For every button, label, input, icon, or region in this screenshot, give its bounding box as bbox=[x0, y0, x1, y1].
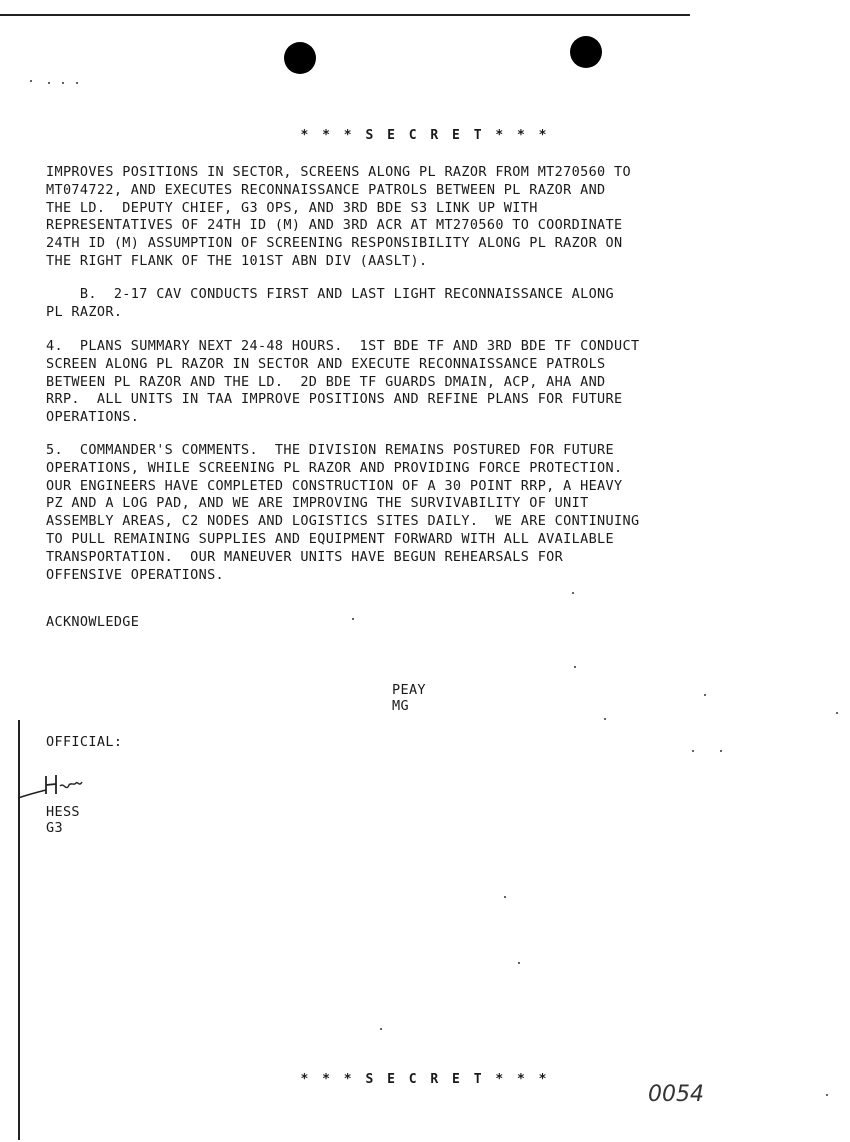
signer-rank: MG bbox=[392, 698, 409, 714]
scan-speck bbox=[604, 718, 606, 720]
classification-banner-top: * * * S E C R E T * * * bbox=[300, 128, 550, 143]
acknowledge-label: ACKNOWLEDGE bbox=[46, 614, 140, 630]
scan-speck bbox=[572, 592, 574, 594]
punch-hole-right bbox=[570, 36, 602, 68]
punch-hole-left bbox=[284, 42, 316, 74]
authenticator-name: HESS bbox=[46, 804, 80, 820]
handwritten-signature bbox=[16, 772, 96, 802]
authenticator-title: G3 bbox=[46, 820, 63, 836]
scan-speck bbox=[826, 1094, 828, 1096]
official-label: OFFICIAL: bbox=[46, 734, 123, 750]
top-edge-rule bbox=[0, 14, 690, 16]
scan-speck bbox=[836, 712, 838, 714]
scan-speck bbox=[380, 1028, 382, 1030]
paragraph-4: 4. PLANS SUMMARY NEXT 24-48 HOURS. 1ST BDE TF AND 3RD BDE TF CONDUCT SCREEN ALONG PL RAZOR IN SECTOR AND EXECUTE RECONNAISSANCE PATROLS BETWEEN PL RAZOR AND THE LD. 2D BDE TF GUARDS DMAIN, ACP, AHA AND RRP. ALL UNITS IN TAA IMPROVE POSITIONS AND REFINE PLANS FOR FUTURE OPERATIONS. bbox=[46, 338, 640, 426]
scan-speck bbox=[62, 82, 64, 84]
page-number: 0054 bbox=[648, 1082, 704, 1107]
scan-speck bbox=[518, 962, 520, 964]
scan-speck bbox=[504, 896, 506, 898]
paragraph-3b: B. 2-17 CAV CONDUCTS FIRST AND LAST LIGHT RECONNAISSANCE ALONG PL RAZOR. bbox=[46, 286, 615, 320]
scan-speck bbox=[352, 618, 354, 620]
paragraph-3-continued: IMPROVES POSITIONS IN SECTOR, SCREENS ALONG PL RAZOR FROM MT270560 TO MT074722, AND EXECUTES RECONNAISSANCE PATROLS BETWEEN PL RAZOR AND THE LD. DEPUTY CHIEF, G3 OPS, AND 3RD BDE S3 LINK UP WITH REPRESENTATIVES OF 24TH ID (M) AND 3RD ACR AT MT270560 TO COORDINATE 24TH ID (M) ASSUMPTION OF SCREENING RESPONSIBILITY ALONG PL RAZOR ON THE RIGHT FLANK OF THE 101ST ABN DIV (AASLT). bbox=[46, 164, 631, 269]
scan-speck bbox=[30, 80, 32, 82]
scan-speck bbox=[48, 82, 50, 84]
scan-speck bbox=[720, 750, 722, 752]
scan-speck bbox=[704, 694, 706, 696]
signer-name: PEAY bbox=[392, 682, 426, 698]
scan-speck bbox=[574, 666, 576, 668]
scan-speck bbox=[692, 750, 694, 752]
classification-banner-bottom: * * * S E C R E T * * * bbox=[300, 1072, 550, 1087]
scan-speck bbox=[76, 82, 78, 84]
paragraph-5: 5. COMMANDER'S COMMENTS. THE DIVISION REMAINS POSTURED FOR FUTURE OPERATIONS, WHILE SCREENING PL RAZOR AND PROVIDING FORCE PROTECTION. OUR ENGINEERS HAVE COMPLETED CONSTRUCTION OF A 30 POINT RRP, A HEAVY PZ AND A LOG PAD, AND WE ARE IMPROVING THE SURVIVABILITY OF UNIT ASSEMBLY AREAS, C2 NODES AND LOGISTICS SITES DAILY. WE ARE CONTINUING TO PULL REMAINING SUPPLIES AND EQUIPMENT FORWARD WITH ALL AVAILABLE TRANSPORTATION. OUR MANEUVER UNITS HAVE BEGUN REHEARSALS FOR OFFENSIVE OPERATIONS. bbox=[46, 442, 640, 583]
